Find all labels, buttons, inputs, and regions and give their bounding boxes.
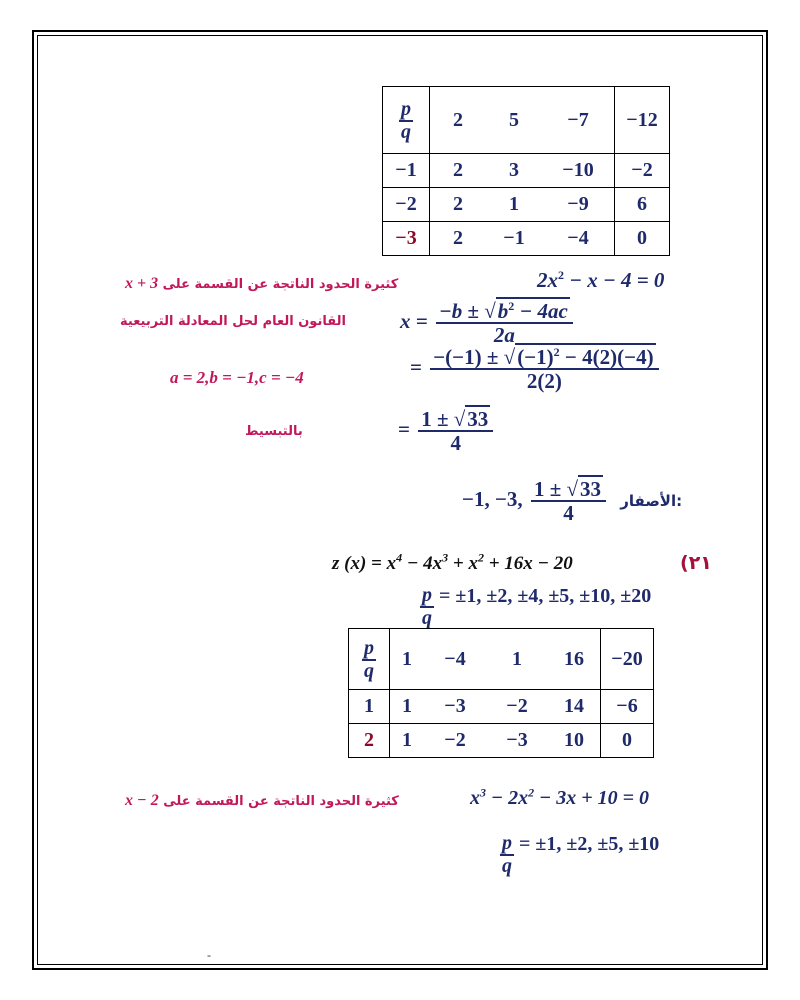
cubic-equation: $x^3 - 2x^2 - 3x + 10 = 0$ bbox=[470, 785, 650, 809]
table-cell: 2 bbox=[430, 222, 487, 256]
coef-cell: 1 bbox=[486, 629, 548, 690]
table-cell: 10 bbox=[548, 724, 601, 758]
synthetic-division-table-1 bbox=[382, 86, 670, 256]
simplified-fraction: $\frac{1 \pm √33}{4}$ bbox=[418, 408, 493, 454]
coef-cell: −4 bbox=[424, 629, 486, 690]
coef-cell: −20 bbox=[601, 629, 654, 690]
coef-cell: 2 bbox=[430, 87, 487, 154]
simplified-result: = $\frac{1 \pm √33}{4}$ bbox=[398, 408, 496, 454]
coef-cell: 1 bbox=[390, 629, 425, 690]
table-cell: 1 bbox=[390, 724, 425, 758]
table-cell: 0 bbox=[601, 724, 654, 758]
coef-cell: −7 bbox=[542, 87, 615, 154]
table-cell: −4 bbox=[542, 222, 615, 256]
rational-roots-list-2: $\frac{p}{q}$ = ±1, ±2, ±5, ±10 bbox=[502, 832, 660, 877]
coef-cell: 16 bbox=[548, 629, 601, 690]
table-cell: −9 bbox=[542, 188, 615, 222]
footer-mark: - bbox=[207, 948, 211, 962]
table-cell: −2 bbox=[486, 690, 548, 724]
quadratic-formula-fraction: $\frac{-b \pm √b^2 - 4ac}{2a}$ bbox=[436, 300, 573, 346]
problem-21-polynomial: z $(x) = x^4 - 4x^3 + x^2 + 16x - 20$ bbox=[332, 550, 573, 574]
root-cell: 1 bbox=[349, 690, 390, 724]
pq-header-cell: $\frac{p}{q}$ bbox=[349, 629, 390, 690]
quadratic-equation: $2x^2 - x - 4 = 0$ bbox=[537, 268, 665, 292]
synthetic-division-table-2 bbox=[348, 628, 654, 758]
quadratic-formula-note: القانون العام لحل المعادلة التربيعية bbox=[120, 314, 346, 329]
zeros-label: الأصفار: bbox=[620, 491, 683, 510]
substitution: = $\frac{-(-1) \pm √(-1)^2 - 4(2)(-4)}{2(2)}$ bbox=[410, 346, 662, 392]
root-cell-highlight: −3 bbox=[383, 222, 430, 256]
table-cell: −6 bbox=[601, 690, 654, 724]
zeros-values: −1, −3, bbox=[462, 486, 523, 511]
quadratic-formula: x = $\frac{-b \pm √b^2 - 4ac}{2a}$ bbox=[400, 300, 576, 346]
table-cell: −3 bbox=[486, 724, 548, 758]
depressed-note-1: كثيرة الحدود الناتجة عن القسمة على x + 3 bbox=[125, 275, 399, 292]
coef-cell: 5 bbox=[486, 87, 542, 154]
root-cell-highlight: 2 bbox=[349, 724, 390, 758]
table-cell: 1 bbox=[390, 690, 425, 724]
table-cell: −3 bbox=[424, 690, 486, 724]
table-cell: 2 bbox=[430, 188, 487, 222]
zeros-line bbox=[462, 478, 682, 524]
table-cell: −2 bbox=[424, 724, 486, 758]
zeros-fraction: $\frac{1 \pm √33}{4}$ bbox=[531, 478, 606, 524]
coef-cell: −12 bbox=[615, 87, 670, 154]
table-cell: 6 bbox=[615, 188, 670, 222]
coefficients-note: a = 2,b = −1,c = −4 bbox=[170, 368, 304, 387]
problem-number: (٢١ bbox=[680, 552, 712, 574]
simplify-note: بالتبسيط bbox=[245, 424, 303, 439]
rational-roots-list-1: $\frac{p}{q}$ = ±1, ±2, ±4, ±5, ±10, ±20 bbox=[422, 584, 652, 629]
table-cell: −10 bbox=[542, 154, 615, 188]
table-cell: −1 bbox=[486, 222, 542, 256]
table-cell: 14 bbox=[548, 690, 601, 724]
pq-header-cell: $\frac{p}{q}$ bbox=[383, 87, 430, 154]
table-cell: 1 bbox=[486, 188, 542, 222]
table-cell: 0 bbox=[615, 222, 670, 256]
root-cell: −2 bbox=[383, 188, 430, 222]
depressed-note-2: كثيرة الحدود الناتجة عن القسمة على x − 2 bbox=[125, 792, 399, 809]
substitution-fraction: $\frac{-(-1) \pm √(-1)^2 - 4(2)(-4)}{2(2)}$ bbox=[430, 346, 658, 392]
table-cell: 3 bbox=[486, 154, 542, 188]
table-cell: 2 bbox=[430, 154, 487, 188]
root-cell: −1 bbox=[383, 154, 430, 188]
table-cell: −2 bbox=[615, 154, 670, 188]
